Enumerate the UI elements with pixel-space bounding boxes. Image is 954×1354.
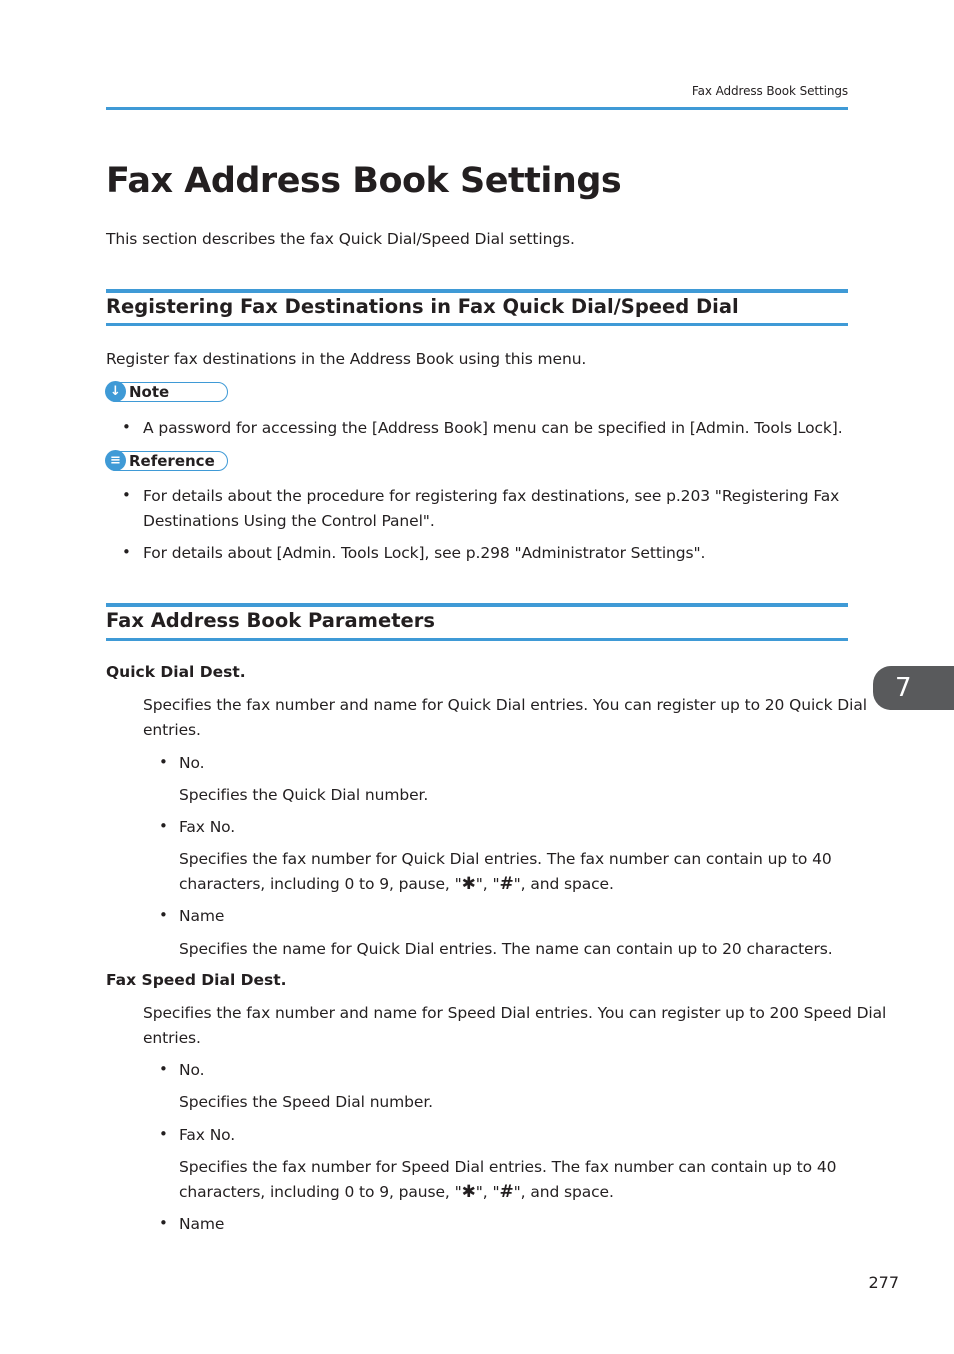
bullet: •	[159, 753, 168, 771]
quick-no-desc: Specifies the Quick Dial number.	[179, 786, 429, 804]
hash-symbol: #	[499, 1182, 514, 1202]
quick-dial-desc-line2: entries.	[143, 721, 201, 739]
speed-no-label: No.	[179, 1061, 205, 1079]
bullet: •	[159, 1060, 168, 1078]
quick-no-label: No.	[179, 754, 205, 772]
section1-top-rule	[106, 289, 848, 293]
quick-dial-desc-line1: Specifies the fax number and name for Quick Dial entries. You can register up to 20 Quick Dial	[143, 696, 867, 714]
section1-bottom-rule	[106, 323, 848, 326]
document-circle-icon: ≡	[105, 450, 126, 471]
chapter-tab: 7	[873, 666, 954, 710]
quick-name-label: Name	[179, 907, 225, 925]
quick-fax-desc-line2: characters, including 0 to 9, pause, "✱", "#", and space.	[179, 874, 614, 894]
speed-dial-desc-line1: Specifies the fax number and name for Speed Dial entries. You can register up to 200 Speed Dial	[143, 1004, 887, 1022]
running-header: Fax Address Book Settings	[691, 84, 848, 98]
quick-fax-label: Fax No.	[179, 818, 236, 836]
reference-item: For details about [Admin. Tools Lock], see p.298 "Administrator Settings".	[143, 544, 706, 562]
bullet: •	[159, 1125, 168, 1143]
header-rule	[106, 107, 848, 110]
down-arrow-circle-icon: ↓	[105, 381, 126, 402]
note-item: A password for accessing the [Address Book] menu can be specified in [Admin. Tools Lock].	[143, 419, 843, 437]
bullet: •	[122, 418, 131, 436]
quick-name-desc: Specifies the name for Quick Dial entries. The name can contain up to 20 characters.	[179, 940, 833, 958]
speed-fax-desc-line2: characters, including 0 to 9, pause, "✱", "#", and space.	[179, 1182, 614, 1202]
reference-item-line2: Destinations Using the Control Panel".	[143, 512, 435, 530]
reference-label: Reference	[129, 452, 215, 470]
bullet: •	[159, 906, 168, 924]
page-number: 277	[868, 1273, 899, 1292]
speed-dial-term: Fax Speed Dial Dest.	[106, 971, 287, 989]
bullet: •	[122, 486, 131, 504]
reference-item-line1: For details about the procedure for registering fax destinations, see p.203 "Registering Fax	[143, 487, 840, 505]
bullet: •	[159, 817, 168, 835]
asterisk-symbol: ✱	[461, 1182, 476, 1202]
section2-heading: Fax Address Book Parameters	[106, 609, 435, 632]
quick-dial-term: Quick Dial Dest.	[106, 663, 246, 681]
bullet: •	[122, 543, 131, 561]
quick-fax-desc-line1: Specifies the fax number for Quick Dial entries. The fax number can contain up to 40	[179, 850, 832, 868]
reference-badge	[106, 451, 228, 471]
speed-fax-label: Fax No.	[179, 1126, 236, 1144]
note-label: Note	[129, 383, 170, 401]
section2-bottom-rule	[106, 638, 848, 641]
asterisk-symbol: ✱	[461, 874, 476, 894]
section1-heading: Registering Fax Destinations in Fax Quick Dial/Speed Dial	[106, 295, 739, 318]
hash-symbol: #	[499, 874, 514, 894]
note-badge	[106, 382, 228, 402]
section2-top-rule	[106, 603, 848, 607]
bullet: •	[159, 1214, 168, 1232]
section1-intro: Register fax destinations in the Address Book using this menu.	[106, 350, 587, 368]
speed-fax-desc-line1: Specifies the fax number for Speed Dial entries. The fax number can contain up to 40	[179, 1158, 837, 1176]
page-title: Fax Address Book Settings	[106, 161, 622, 201]
speed-dial-desc-line2: entries.	[143, 1029, 201, 1047]
speed-no-desc: Specifies the Speed Dial number.	[179, 1093, 433, 1111]
speed-name-label: Name	[179, 1215, 225, 1233]
intro-text: This section describes the fax Quick Dial/Speed Dial settings.	[106, 230, 575, 248]
